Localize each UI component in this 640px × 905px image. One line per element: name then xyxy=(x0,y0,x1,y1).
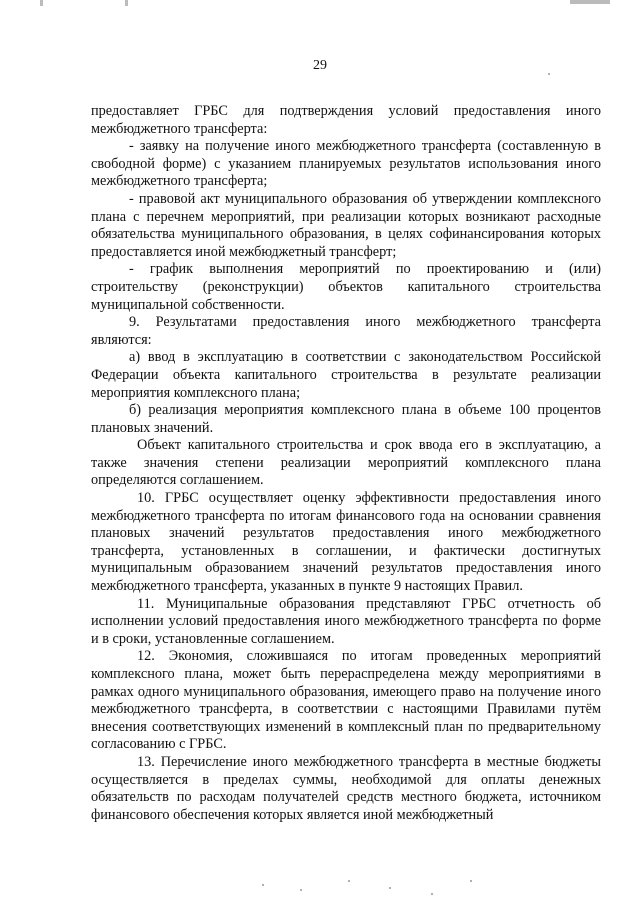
scan-speck xyxy=(470,880,472,882)
page-number: 29 xyxy=(313,58,327,73)
paragraph: 10. ГРБС осуществляет оценку эффективности предоставления иного межбюджетного трансферта по итогам финансового года на основании сравнения плановых значений результатов предоставления иного межбюджетного трансферта, установленных в соглашении, и фактически достигнутых муниципальным образованием значений результатов предоставления иного межбюджетного трансферта, указанных в пункте 9 настоящих Правил. xyxy=(91,490,601,595)
scan-edge-mark xyxy=(570,0,610,4)
paragraph: Объект капитального строительства и срок ввода его в эксплуатацию, а также значения степени реализации мероприятий комплексного плана определяются соглашением. xyxy=(91,437,601,489)
scan-speck xyxy=(348,880,350,882)
paragraph: предоставляет ГРБС для подтверждения условий предоставления иного межбюджетного трансферта: xyxy=(91,103,601,137)
paragraph: - заявку на получение иного межбюджетного трансферта (составленную в свободной форме) с указанием планируемых результатов использования иного межбюджетного трансферта; xyxy=(91,138,601,190)
paragraph: 9. Результатами предоставления иного межбюджетного трансферта являются: xyxy=(91,314,601,348)
scan-speck xyxy=(389,887,391,889)
document-body xyxy=(91,103,601,824)
paragraph: - правовой акт муниципального образования об утверждении комплексного плана с перечнем мероприятий, при реализации которых возникают расходные обязательства муниципального образования, в целях софинансирования которых предоставляется иной межбюджетный трансферт; xyxy=(91,190,601,260)
paragraph: 13. Перечисление иного межбюджетного трансферта в местные бюджеты осуществляется в пределах суммы, необходимой для оплаты денежных обязательств по расходам получателей средств местного бюджета, источником финансового обеспечения которых является иной межбюджетный xyxy=(91,753,601,823)
scan-speck xyxy=(262,884,264,886)
paragraph: 11. Муниципальные образования представляют ГРБС отчетность об исполнении условий предоставления иного межбюджетного трансферта по форме и в сроки, установленные соглашением. xyxy=(91,595,601,647)
paragraph: а) ввод в эксплуатацию в соответствии с законодательством Российской Федерации объекта капитального строительства в результате реализации мероприятия комплексного плана; xyxy=(91,349,601,401)
scan-speck xyxy=(300,889,302,891)
paragraph: - график выполнения мероприятий по проектированию и (или) строительству (реконструкции) объектов капитального строительства муниципальной собственности. xyxy=(91,261,601,313)
paragraph: б) реализация мероприятия комплексного плана в объеме 100 процентов плановых значений. xyxy=(91,402,601,436)
scan-speck xyxy=(548,73,550,75)
scan-speck xyxy=(431,893,433,895)
scan-edge-mark xyxy=(40,0,43,6)
paragraph: 12. Экономия, сложившаяся по итогам проведенных мероприятий комплексного плана, может быть перераспределена между мероприятиями в рамках одного муниципального образования, имеющего право на получение иного межбюджетного трансферта, в соответствии с настоящими Правилами путём внесения соответствующих изменений в комплексный план по предварительному согласованию с ГРБС. xyxy=(91,648,601,753)
scan-edge-mark xyxy=(125,0,128,6)
